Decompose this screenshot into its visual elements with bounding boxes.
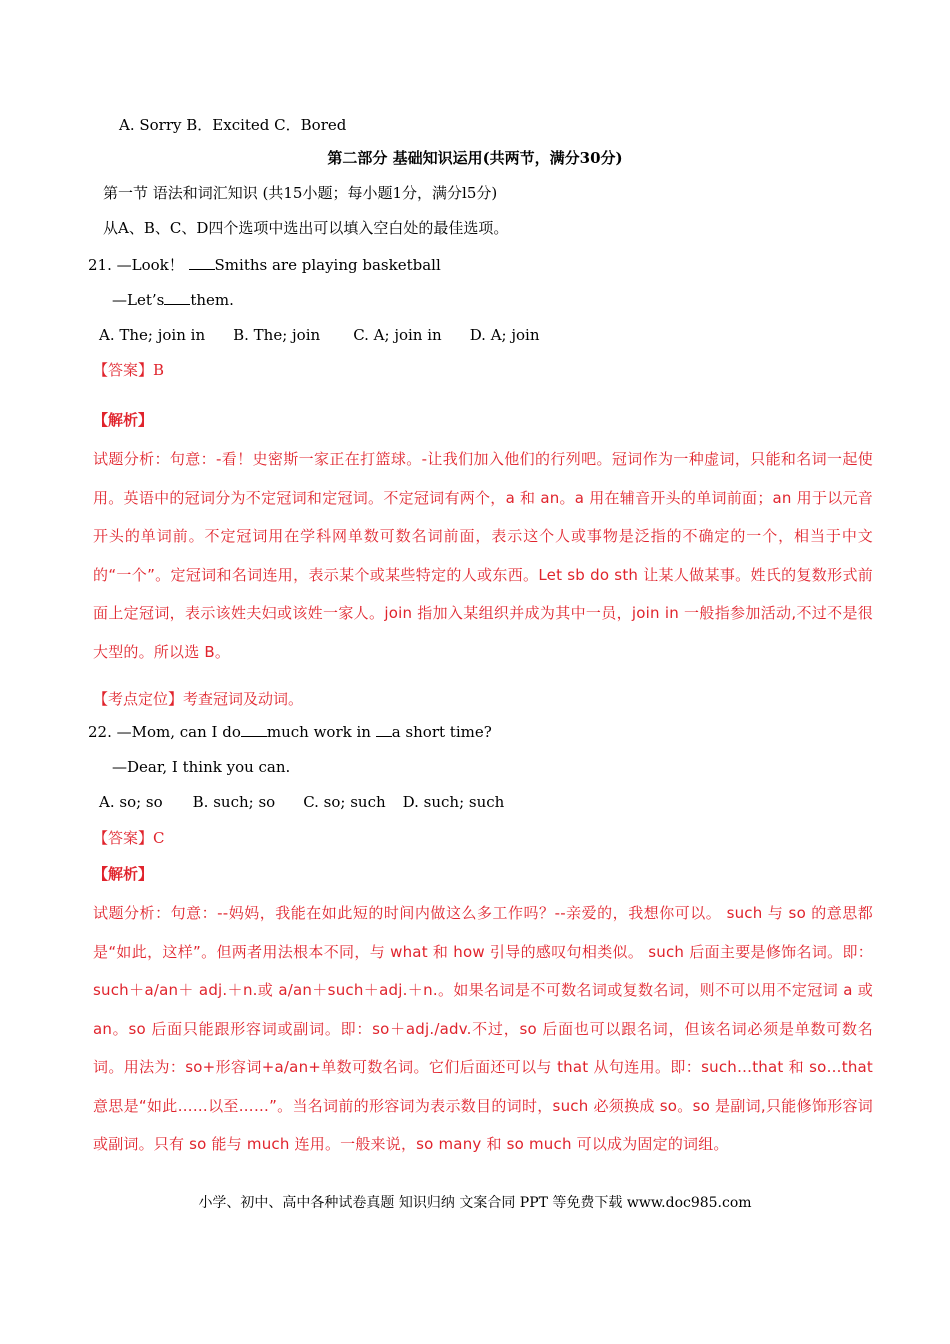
q22-options bbox=[99, 792, 504, 812]
q21-blank-1 bbox=[189, 255, 215, 270]
q21-option-a: A. The; join in bbox=[99, 326, 206, 344]
q22-analysis-label: 【解析】 bbox=[93, 865, 154, 883]
q22-stem bbox=[88, 722, 492, 742]
q22-blank-2 bbox=[376, 722, 392, 737]
q21-reply bbox=[112, 290, 234, 310]
q21-reply-start: —Let’s bbox=[112, 291, 165, 309]
q21-stem bbox=[88, 255, 441, 275]
q21-stem-end: Smiths are playing basketball bbox=[214, 256, 441, 274]
q21-option-b: B. The; join bbox=[233, 326, 321, 344]
q21-option-d: D. A; join bbox=[469, 326, 540, 344]
previous-question-options: A. Sorry B．Excited C．Bored bbox=[119, 116, 347, 134]
q22-answer: 【答案】C bbox=[93, 829, 165, 847]
q21-answer: 【答案】B bbox=[93, 361, 165, 379]
q21-stem-start: 21. —Look！ bbox=[88, 256, 189, 274]
q22-option-b: B. such; so bbox=[192, 793, 276, 811]
q22-blank-1 bbox=[241, 722, 267, 737]
q22-reply: —Dear, I think you can. bbox=[112, 758, 291, 776]
q21-blank-2 bbox=[164, 290, 190, 305]
part-title: 第二部分 基础知识运用(共两节，满分30分) bbox=[327, 149, 623, 167]
q21-option-c: C. A; join in bbox=[353, 326, 442, 344]
q22-analysis-text: 试题分析：句意：--妈妈，我能在如此短的时间内做这么多工作吗？--亲爱的，我想你可以。 such 与 so 的意思都是“如此，这样”。但两者用法根本不同，与 what 和 how 引导的感叹句相类似。 such 后面主要是修饰名词。即：such＋a/an＋ adj.＋n.或 a/an＋such＋adj.＋n.。如果名词是不可数名词或复数名词，则不可以用不定冠词 a 或 an。so 后面只能跟形容词或副词。即：so＋adj./adv.不过，so 后面也可以跟名词，但该名词必须是单数可数名词。用法为：so+形容词+a/an+单数可数名词。它们后面还可以与 that 从句连用。即：such…that 和 so…that 意思是“如此……以至……”。当名词前的形容词为表示数目的词时，such 必须换成 so。so 是副词,只能修饰形容词或副词。只有 so 能与 much 连用。一般来说，so many 和 so much 可以成为固定的词组。 bbox=[93, 904, 873, 1153]
q22-option-d: D. such; such bbox=[402, 793, 505, 811]
page-footer: 小学、初中、高中各种试卷真题 知识归纳 文案合同 PPT 等免费下载 www.doc985.com bbox=[198, 1195, 752, 1211]
q21-reply-end: them. bbox=[190, 291, 234, 309]
q22-option-c: C. so; such bbox=[303, 793, 386, 811]
q22-stem-start: 22. —Mom, can I do bbox=[88, 723, 241, 741]
q22-stem-middle: much work in bbox=[266, 723, 376, 741]
section-title: 第一节 语法和词汇知识 (共15小题；每小题1分，满分l5分) bbox=[103, 184, 498, 202]
q21-key-point: 【考点定位】考查冠词及动词。 bbox=[93, 690, 304, 708]
q21-analysis-text: 试题分析：句意：-看！史密斯一家正在打篮球。-让我们加入他们的行列吧。冠词作为一种虚词，只能和名词一起使用。英语中的冠词分为不定冠词和定冠词。不定冠词有两个，a 和 an。a 用在辅音开头的单词前面；an 用于以元音开头的单词前。不定冠词用在学科网单数可数名词前面，表示这个人或事物是泛指的不确定的一个，相当于中文的“一个”。定冠词和名词连用，表示某个或某些特定的人或东西。Let sb do sth 让某人做某事。姓氏的复数形式前面上定冠词，表示该姓夫妇或该姓一家人。join 指加入某组织并成为其中一员，join in 一般指参加活动,不过不是很大型的。所以选 B。 bbox=[93, 450, 873, 661]
q21-analysis-label: 【解析】 bbox=[93, 411, 154, 429]
q22-analysis bbox=[93, 894, 873, 1164]
q22-option-a: A. so; so bbox=[99, 793, 163, 811]
q21-analysis bbox=[93, 440, 873, 671]
instruction-text: 从A、B、C、D四个选项中选出可以填入空白处的最佳选项。 bbox=[103, 219, 509, 237]
q22-stem-end: a short time? bbox=[391, 723, 492, 741]
q21-options bbox=[99, 325, 540, 345]
